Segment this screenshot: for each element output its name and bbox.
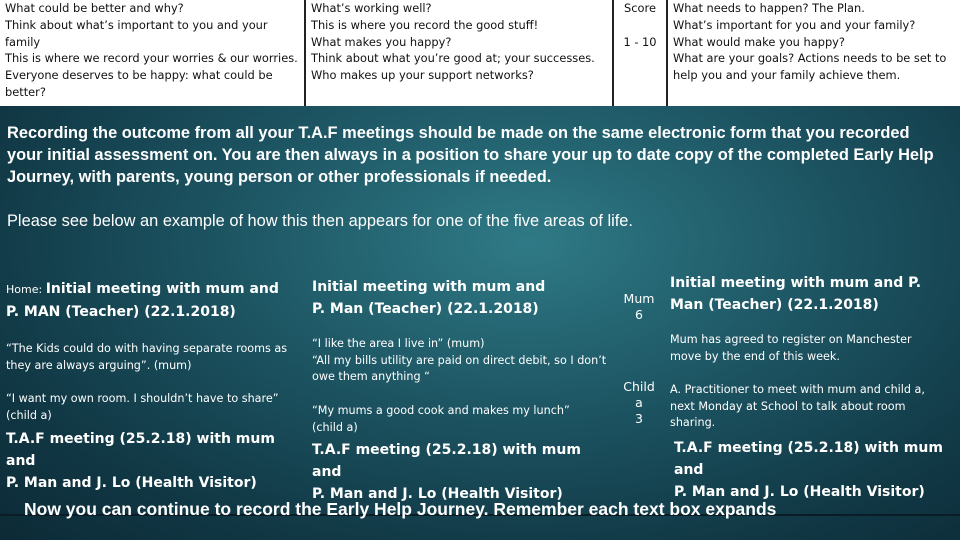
column-better-line: family <box>5 34 41 49</box>
column-better-line: This is where we record your worries & our worries. <box>5 51 298 66</box>
heading-line: P. Man (Teacher) (22.1.2018) <box>312 301 539 317</box>
taf-line: P. Man and J. Lo (Health Visitor) <box>6 475 257 491</box>
column-better-line: Everyone deserves to be happy: what could be <box>5 68 273 83</box>
example-intro: Please see below an example of how this then appears for one of the five areas of life. <box>7 212 633 230</box>
footer-note: Now you can continue to record the Early Help Journey. Remember each text box expands <box>24 499 777 519</box>
score-header: Score <box>624 1 656 15</box>
example-col4-plan1 <box>670 332 960 365</box>
recording-instructions: Recording the outcome from all your T.A.F meetings should be made on the same electronic form that you recorded your initial assessment on. You are then always in a position to share your up to date copy of the completed Early Help Journey, with parents, young person or other professionals if needed. <box>7 124 934 186</box>
mum-score <box>612 291 666 323</box>
quote-line: “My mums a good cook and makes my lunch” <box>312 404 570 417</box>
column-working-well <box>306 0 614 106</box>
column-plan-line: What would make you happy? <box>673 34 845 49</box>
column-working-line: What makes you happy? <box>311 34 452 49</box>
example-col1-quote2 <box>6 391 306 424</box>
example-col4-heading <box>670 272 960 316</box>
heading-line: Initial meeting with mum and P. <box>670 275 922 291</box>
column-plan-line: What’s important for you and your family? <box>673 17 916 32</box>
heading-line: Initial meeting with mum and <box>312 279 546 295</box>
quote-line: (child a) <box>312 420 358 434</box>
child-score-value: 3 <box>635 411 643 426</box>
mum-score-value: 6 <box>635 307 643 322</box>
heading-line: P. MAN (Teacher) (22.1.2018) <box>6 304 236 320</box>
example-col1-quote1 <box>6 341 306 374</box>
column-working-line: Think about what you’re good at; your successes. <box>311 51 595 66</box>
plan-line: next Monday at School to talk about room <box>670 399 906 413</box>
score-range: 1 - 10 <box>623 34 657 49</box>
quote-line: (child a) <box>6 408 52 422</box>
taf-line: T.A.F meeting (25.2.18) with mum and <box>6 431 275 469</box>
child-label: a <box>635 395 643 410</box>
taf-line: P. Man and J. Lo (Health Visitor) <box>312 486 563 502</box>
column-plan-line: help you and your family achieve them. <box>673 68 901 83</box>
heading-line: Initial meeting with mum and <box>45 281 279 297</box>
example-col2-quote1 <box>312 336 622 386</box>
quote-line: owe them anything “ <box>312 370 430 383</box>
quote-line: “I want my own room. I shouldn’t have to share” <box>6 392 279 405</box>
guidance-table <box>0 0 960 106</box>
column-better <box>0 0 306 106</box>
plan-line: A. Practitioner to meet with mum and child a, <box>670 383 925 396</box>
example-col2-quote2 <box>312 403 612 436</box>
home-label: Home: <box>6 283 46 296</box>
plan-line: sharing. <box>670 416 716 429</box>
quote-line: “I like the area I live in” (mum) <box>312 337 485 350</box>
example-col4-plan2 <box>670 382 960 432</box>
taf-line: T.A.F meeting (25.2.18) with mum and <box>674 440 943 478</box>
column-working-line: Who makes up your support networks? <box>311 68 534 83</box>
column-better-line: better? <box>5 84 46 99</box>
taf-line: T.A.F meeting (25.2.18) with mum and <box>312 442 581 480</box>
taf-line: P. Man and J. Lo (Health Visitor) <box>674 484 925 500</box>
child-score <box>612 379 666 427</box>
child-label: Child <box>623 379 655 394</box>
mum-label: Mum <box>623 291 655 306</box>
quote-line: they are always arguing”. (mum) <box>6 358 192 372</box>
example-col4-taf <box>674 437 960 503</box>
quote-line: “All my bills utility are paid on direct debit, so I don’t <box>312 353 607 367</box>
column-better-line: What could be better and why? <box>5 1 184 15</box>
column-score <box>614 0 668 106</box>
example-col2-taf <box>312 439 612 505</box>
heading-line: Man (Teacher) (22.1.2018) <box>670 297 879 313</box>
example-col2-heading <box>312 276 612 320</box>
example-col1-taf <box>6 428 306 494</box>
column-working-line: What’s working well? <box>311 1 432 15</box>
column-plan <box>668 0 960 106</box>
plan-line: Mum has agreed to register on Manchester <box>670 333 912 346</box>
column-plan-line: What needs to happen? The Plan. <box>673 1 865 15</box>
column-working-line: This is where you record the good stuff! <box>311 17 539 32</box>
column-better-line: Think about what’s important to you and your <box>5 17 268 32</box>
example-col1-heading <box>6 278 306 323</box>
plan-line: move by the end of this week. <box>670 349 840 363</box>
quote-line: “The Kids could do with having separate rooms as <box>6 342 288 355</box>
column-plan-line: What are your goals? Actions needs to be set to <box>673 51 947 66</box>
